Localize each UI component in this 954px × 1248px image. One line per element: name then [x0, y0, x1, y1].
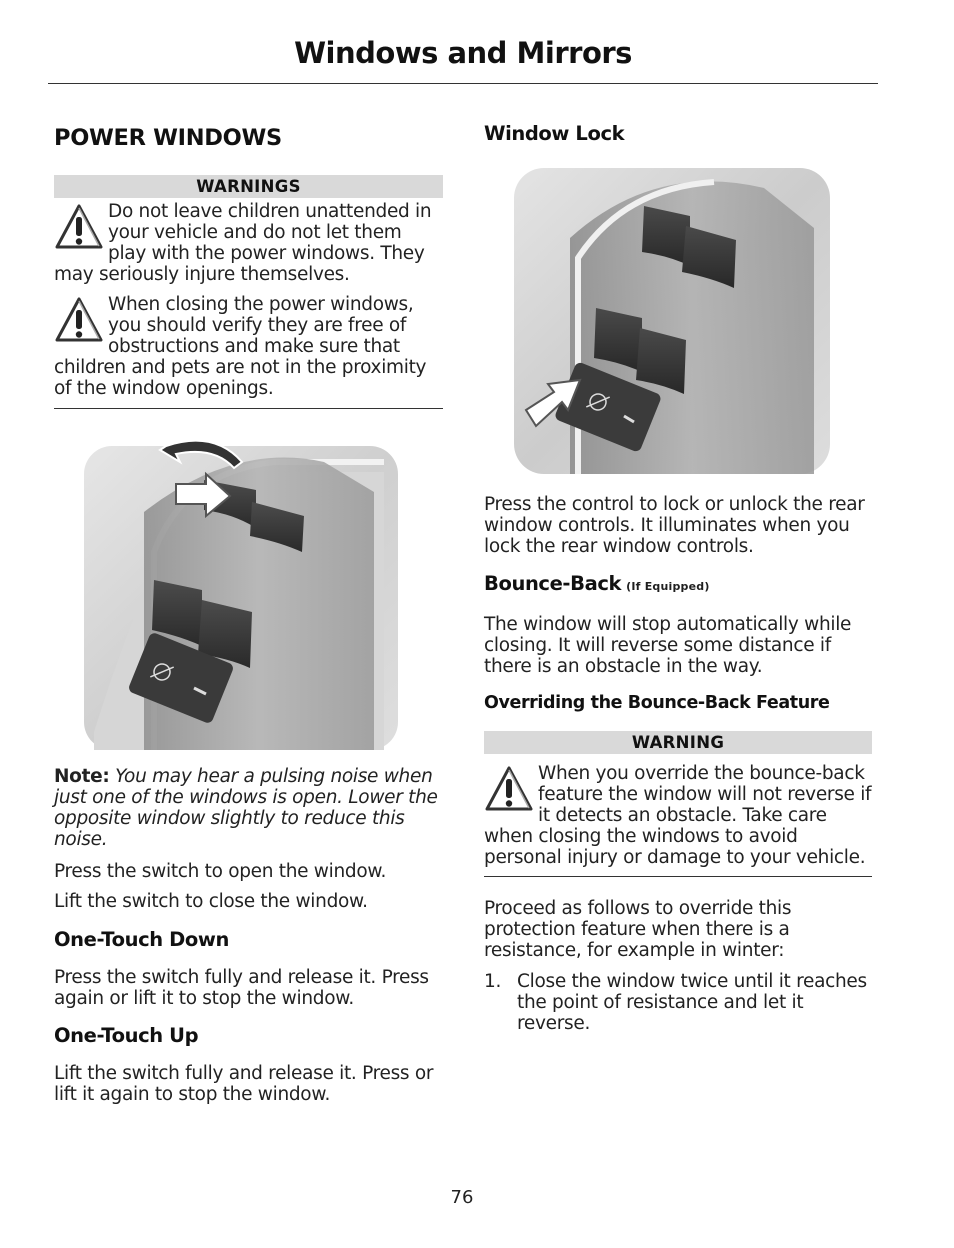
- warnings-box: [54, 175, 443, 399]
- bounce-back-heading: [484, 572, 872, 595]
- bounce-back-suffix: (If Equipped): [626, 580, 710, 593]
- warning-item: [484, 763, 872, 868]
- press-open-text: Press the switch to open the window.: [54, 861, 387, 882]
- warning-text-1: Do not leave children unattended in your vehicle and do not let them play with the power windows. They may seriously injure themselves.: [54, 201, 432, 285]
- warning-triangle-icon: [54, 296, 104, 344]
- section-title-power-windows: POWER WINDOWS: [54, 125, 282, 151]
- step-number: 1.: [484, 971, 502, 992]
- warning-header: WARNING: [484, 731, 872, 754]
- note-label: Note:: [54, 766, 110, 787]
- power-window-switch-figure: [84, 432, 398, 750]
- warning-triangle-icon: [484, 765, 534, 813]
- list-item: [484, 971, 872, 1034]
- window-lock-text: Press the control to lock or unlock the rear window controls. It illuminates when you lock the rear window controls.: [484, 494, 865, 557]
- warnings-bottom-rule: [54, 408, 443, 409]
- warning-item-1: [54, 201, 443, 285]
- page-number: 76: [450, 1187, 474, 1208]
- steps-list: [484, 971, 872, 1034]
- warning-box: [484, 731, 872, 868]
- one-touch-up-text: Lift the switch fully and release it. Press or lift it again to stop the window.: [54, 1063, 434, 1105]
- warning-triangle-icon: [54, 203, 104, 251]
- window-lock-figure: [514, 168, 830, 474]
- warning-text-2: When closing the power windows, you should verify they are free of obstructions and make sure that children and pets are not in the proximity of the window openings.: [54, 294, 427, 399]
- proceed-text: Proceed as follows to override this protection feature when there is a resistance, for example in winter:: [484, 898, 792, 961]
- one-touch-down-title: One-Touch Down: [54, 928, 230, 951]
- warnings-header: WARNINGS: [54, 175, 443, 198]
- one-touch-down-text: Press the switch fully and release it. Press again or lift it to stop the window.: [54, 967, 429, 1009]
- note-text: You may hear a pulsing noise when just one of the windows is open. Lower the opposite window slightly to reduce this noise.: [54, 766, 438, 850]
- warning-text: When you override the bounce-back feature the window will not reverse if it detects an obstacle. Take care when closing the windows to avoid personal injury or damage to your vehicle.: [484, 763, 872, 868]
- page-title: Windows and Mirrors: [294, 36, 632, 70]
- note-paragraph: [54, 766, 443, 850]
- step-text: Close the window twice until it reaches the point of resistance and let it reverse.: [517, 971, 867, 1034]
- bounce-back-text: The window will stop automatically while closing. It will reverse some distance if there is an obstacle in the way.: [484, 614, 852, 677]
- warning-item-2: [54, 294, 443, 399]
- window-lock-title: Window Lock: [484, 122, 625, 145]
- lift-close-text: Lift the switch to close the window.: [54, 891, 368, 912]
- overriding-title: Overriding the Bounce-Back Feature: [484, 693, 830, 713]
- one-touch-up-title: One-Touch Up: [54, 1024, 199, 1047]
- warning-bottom-rule: [484, 876, 872, 877]
- title-divider: [48, 83, 878, 84]
- bounce-back-title: Bounce-Back: [484, 572, 622, 595]
